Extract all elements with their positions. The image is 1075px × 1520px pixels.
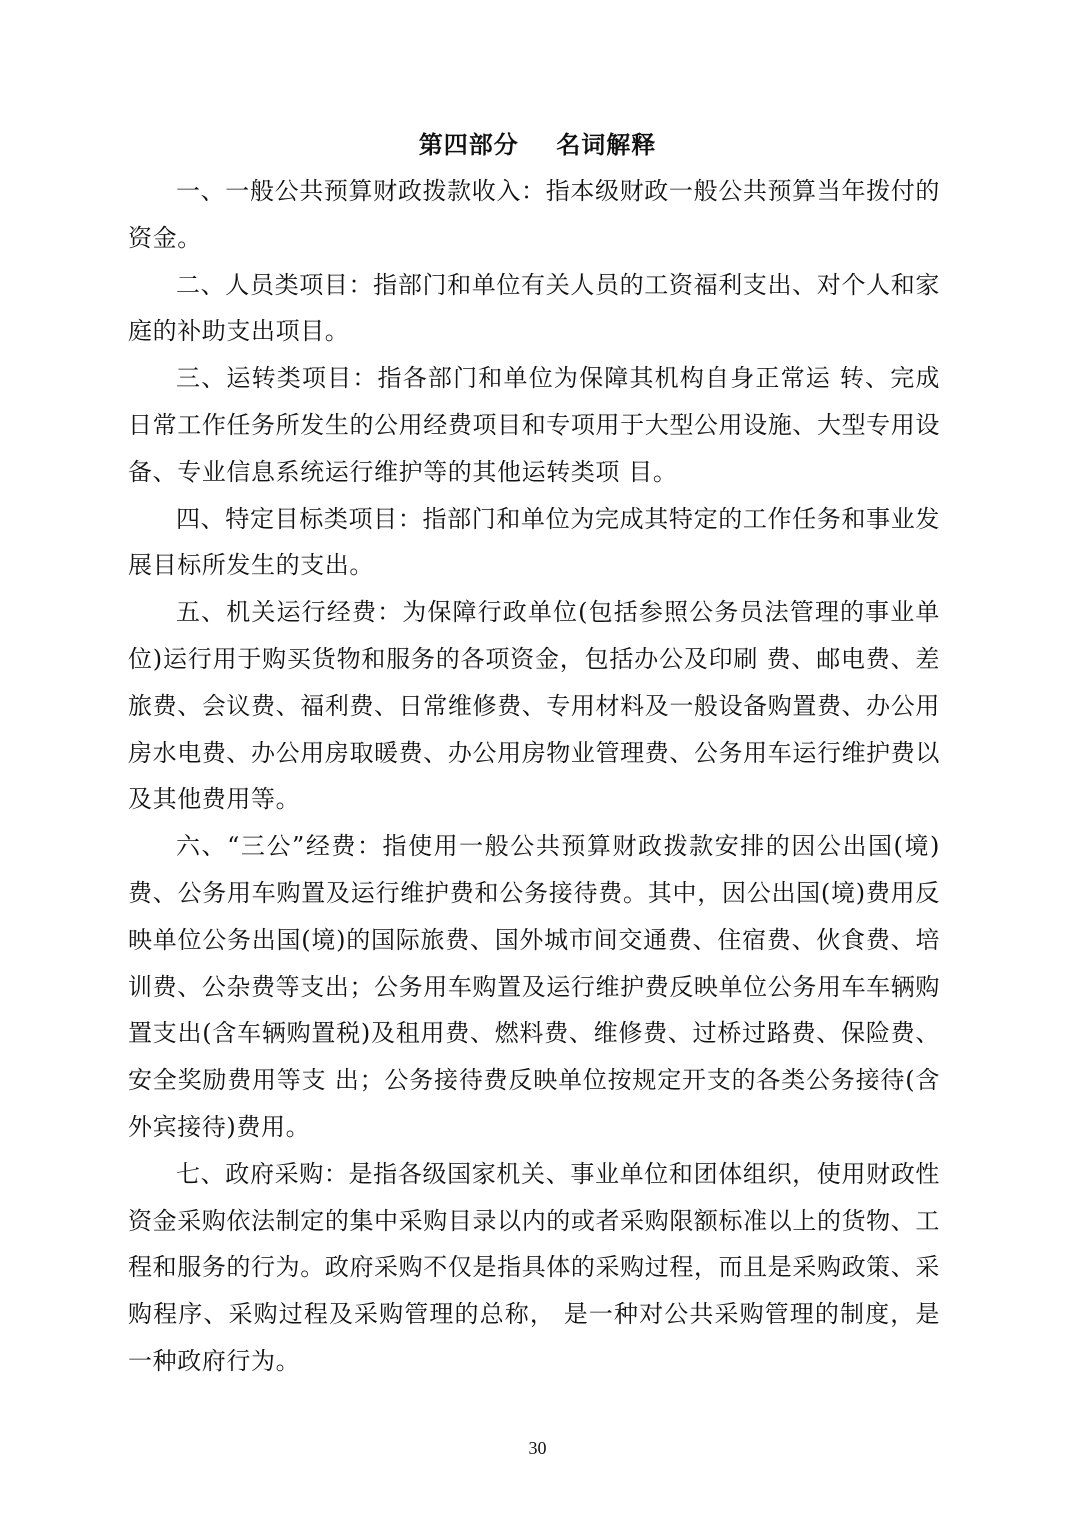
paragraph-personnel-projects: 二、人员类项目：指部门和单位有关人员的工资福利支出、对个人和家庭的补助支出项目。: [128, 270, 940, 346]
paragraph-agency-operating-expenses: 五、机关运行经费：为保障行政单位(包括参照公务员法管理的事业单位)运行用于购买货物和服务的各项资金，包括办公及印刷 费、邮电费、差旅费、会议费、福利费、日常维修费、专用材料及一般设备购置费、办公用房水电费、办公用房取暖费、办公用房物业管理费、公务用车运行维护费以及其他费用等。: [128, 598, 940, 814]
paragraph-government-procurement: 七、政府采购：是指各级国家机关、事业单位和团体组织，使用财政性资金采购依法制定的集中采购目录以内的或者采购限额标准以上的货物、工程和服务的行为。政府采购不仅是指具体的采购过程，而且是采购政策、采购程序、采购过程及采购管理的总称， 是一种对公共采购管理的制度，是一种政府行为。: [128, 1159, 940, 1375]
paragraph-general-budget-appropriation: 一、一般公共预算财政拨款收入：指本级财政一般公共预算当年拨付的资金。: [128, 177, 940, 252]
paragraph-specific-target-projects: 四、特定目标类项目：指部门和单位为完成其特定的工作任务和事业发展目标所发生的支出。: [128, 504, 940, 580]
page-number: 30: [528, 1438, 547, 1458]
page-title: 第四部分 名词解释: [418, 130, 657, 159]
paragraph-operating-projects: 三、运转类项目：指各部门和单位为保障其机构自身正常运 转、完成日常工作任务所发生的公用经费项目和专项用于大型公用设施、大型专用设备、专业信息系统运行维护等的其他运转类项 目。: [128, 364, 940, 486]
paragraph-three-public-expenses: 六、“三公”经费：指使用一般公共预算财政拨款安排的因公出国(境)费、公务用车购置及运行维护费和公务接待费。其中，因公出国(境)费用反映单位公务出国(境)的国际旅费、国外城市间交通费、住宿费、伙食费、培训费、公杂费等支出；公务用车购置及运行维护费反映单位公务用车车辆购置支出(含车辆购置税)及租用费、燃料费、维修费、过桥过路费、保险费、安全奖励费用等支 出；公务接待费反映单位按规定开支的各类公务接待(含外宾接待)费用。: [128, 832, 940, 1141]
body-text: [128, 168, 940, 1385]
